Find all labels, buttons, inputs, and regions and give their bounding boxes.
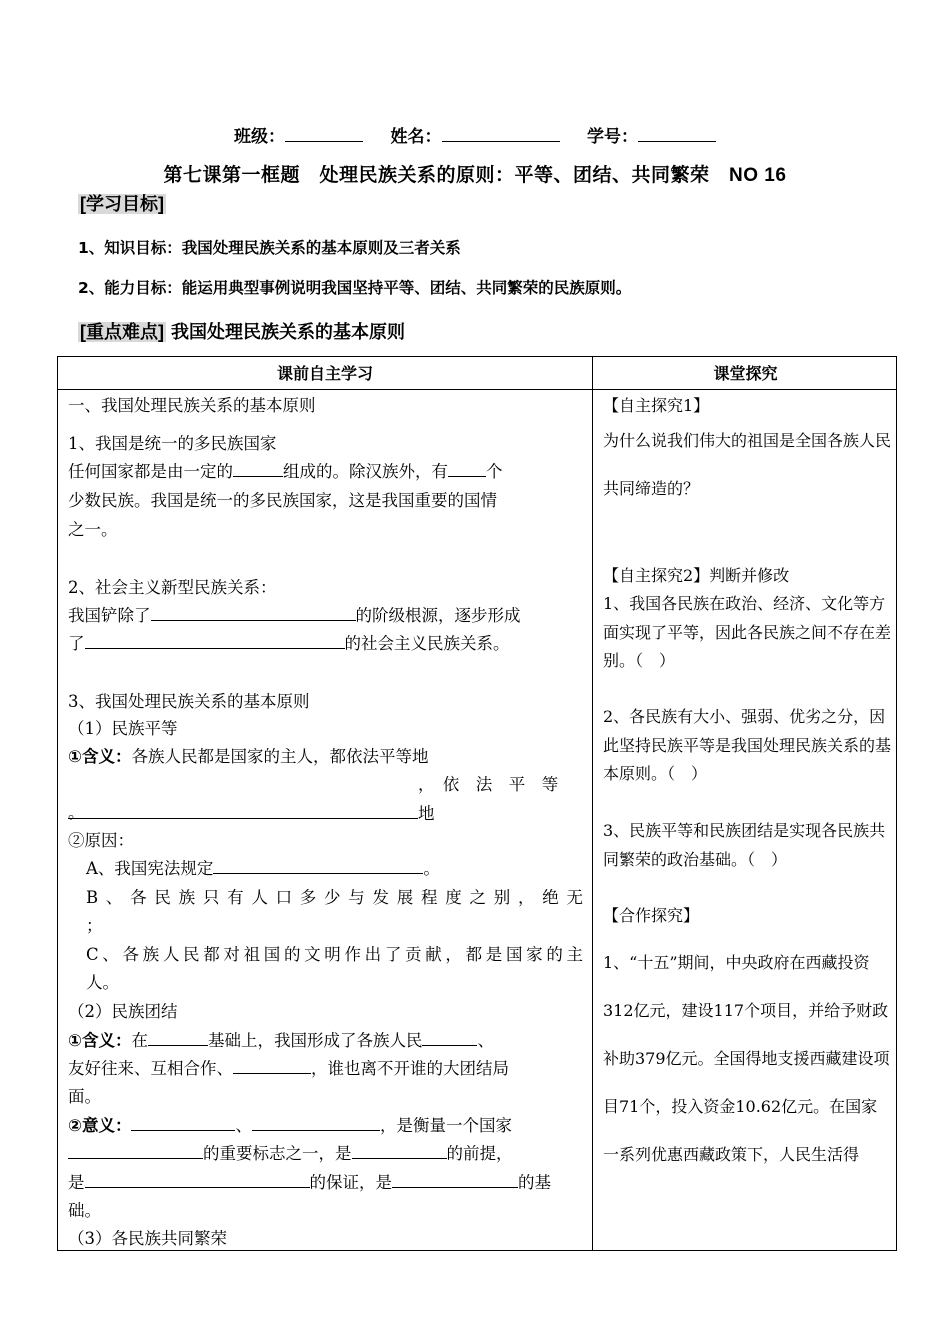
blank[interactable]	[233, 461, 283, 477]
class-label: 班级：	[234, 127, 286, 146]
s2-line2: 了 的社会主义民族关系。	[68, 634, 510, 653]
explore-2-q3: 3、民族平等和民族团结是实现各民族共同繁荣的政治基础。（ ）	[603, 821, 886, 869]
blank[interactable]	[392, 1172, 518, 1188]
explore-2-q1: 1、我国各民族在政治、经济、文化等方面实现了平等，因此各民族之间不存在差别。（ ）	[603, 594, 892, 670]
objective-ability: 2、能力目标：能运用典型事例说明我国坚持平等、团结、共同繁荣的民族原则。	[78, 279, 632, 297]
p1-reason-b: B、各民族只有人口多少与发展程度之别，绝无	[86, 888, 583, 907]
blank[interactable]	[131, 1115, 235, 1131]
p1-reason-label: ②原因：	[68, 831, 134, 850]
s1-line2: 少数民族。我国是统一的多民族国家，这是我国重要的国情	[68, 491, 497, 510]
p3-title: （3）各民族共同繁荣	[68, 1229, 227, 1248]
p1-definition-end: 。	[68, 803, 85, 822]
p2-definition-cont: 友好往来、互相合作、 ，谁也离不开谁的大团结局	[68, 1059, 509, 1078]
page-title: 第七课第一框题 处理民族关系的原则：平等、团结、共同繁荣 NO 16	[163, 165, 787, 186]
cooperative-title: 【合作探究】	[603, 906, 700, 925]
blank[interactable]	[68, 1143, 203, 1159]
number-field[interactable]	[638, 125, 716, 142]
p2-significance-cont2: 是 的保证，是 的基	[68, 1173, 551, 1192]
blank[interactable]	[252, 1115, 380, 1131]
p1-title: （1）民族平等	[68, 719, 178, 738]
s1-title: 1、我国是统一的多民族国家	[68, 434, 277, 453]
s1-line1: 任何国家都是由一定的 组成的。除汉族外，有 个	[68, 462, 503, 481]
objective-knowledge: 1、知识目标：我国处理民族关系的基本原则及三者关系	[78, 239, 461, 257]
col-header-preview: 课前自主学习	[276, 366, 373, 383]
blank[interactable]	[151, 605, 356, 621]
p1-reason-c-end: 人。	[86, 973, 119, 992]
key-points-heading: [重点难点]	[80, 322, 164, 342]
s2-line1: 我国铲除了 的阶级根源，逐步形成	[68, 606, 521, 625]
study-table	[57, 356, 897, 1251]
section-basic-principles: 一、我国处理民族关系的基本原则	[68, 396, 316, 415]
blank[interactable]	[148, 1030, 208, 1046]
p1-definition-cont: ， 依 法 平 等 地	[68, 770, 583, 828]
p1-reason-b-end: ；	[86, 916, 103, 935]
cooperative-text: 1、“十五”期间，中央政府在西藏投资312亿元，建设117个项目，并给予财政补助379亿元。全国得地支援西藏建设项目71个，投入资金10.62亿元。在国家一系列优惠西藏政策下，人民生活得	[603, 953, 890, 1164]
s1-line3: 之一。	[68, 520, 118, 539]
blank[interactable]	[448, 461, 486, 477]
objectives-heading: [学习目标]	[80, 194, 164, 214]
class-field[interactable]	[285, 125, 363, 142]
p2-definition-end: 面。	[68, 1087, 101, 1106]
s2-title: 2、社会主义新型民族关系：	[68, 578, 277, 597]
explore-1-title: 【自主探究1】	[603, 396, 710, 415]
p1-reason-c: C、各族人民都对祖国的文明作出了贡献，都是国家的主	[86, 945, 583, 964]
explore-2-title: 【自主探究2】判断并修改	[603, 566, 790, 585]
name-field[interactable]	[442, 125, 560, 142]
p2-significance-end: 础。	[68, 1201, 101, 1220]
p2-definition: ①含义：在 基础上，我国形成了各族人民 、	[68, 1031, 494, 1050]
key-points	[78, 318, 405, 344]
col-header-classroom: 课堂探究	[713, 366, 778, 383]
blank[interactable]	[85, 1172, 310, 1188]
number-label: 学号：	[586, 127, 638, 146]
blank[interactable]	[213, 858, 423, 874]
explore-1-text: 为什么说我们伟大的祖国是全国各族人民共同缔造的？	[603, 431, 892, 498]
p2-significance: ②意义： 、 ，是衡量一个国家	[68, 1116, 512, 1135]
s3-title: 3、我国处理民族关系的基本原则	[68, 692, 310, 711]
blank[interactable]	[85, 633, 345, 649]
blank[interactable]	[233, 1058, 311, 1074]
student-info-line	[0, 122, 950, 147]
key-points-text: 我国处理民族关系的基本原则	[171, 322, 406, 342]
blank[interactable]	[422, 1030, 477, 1046]
p2-title: （2）民族团结	[68, 1002, 178, 1021]
explore-2-q2: 2、各民族有大小、强弱、优劣之分，因此坚持民族平等是我国处理民族关系的基本原则。（ ）	[603, 707, 892, 783]
p1-definition: ①含义：各族人民都是国家的主人，都依法平等地	[68, 747, 429, 766]
name-label: 姓名：	[390, 127, 442, 146]
p2-significance-cont: 的重要标志之一，是 的前提，	[68, 1139, 583, 1168]
blank[interactable]	[352, 1143, 447, 1159]
p1-reason-a: A、我国宪法规定 。	[86, 859, 440, 878]
